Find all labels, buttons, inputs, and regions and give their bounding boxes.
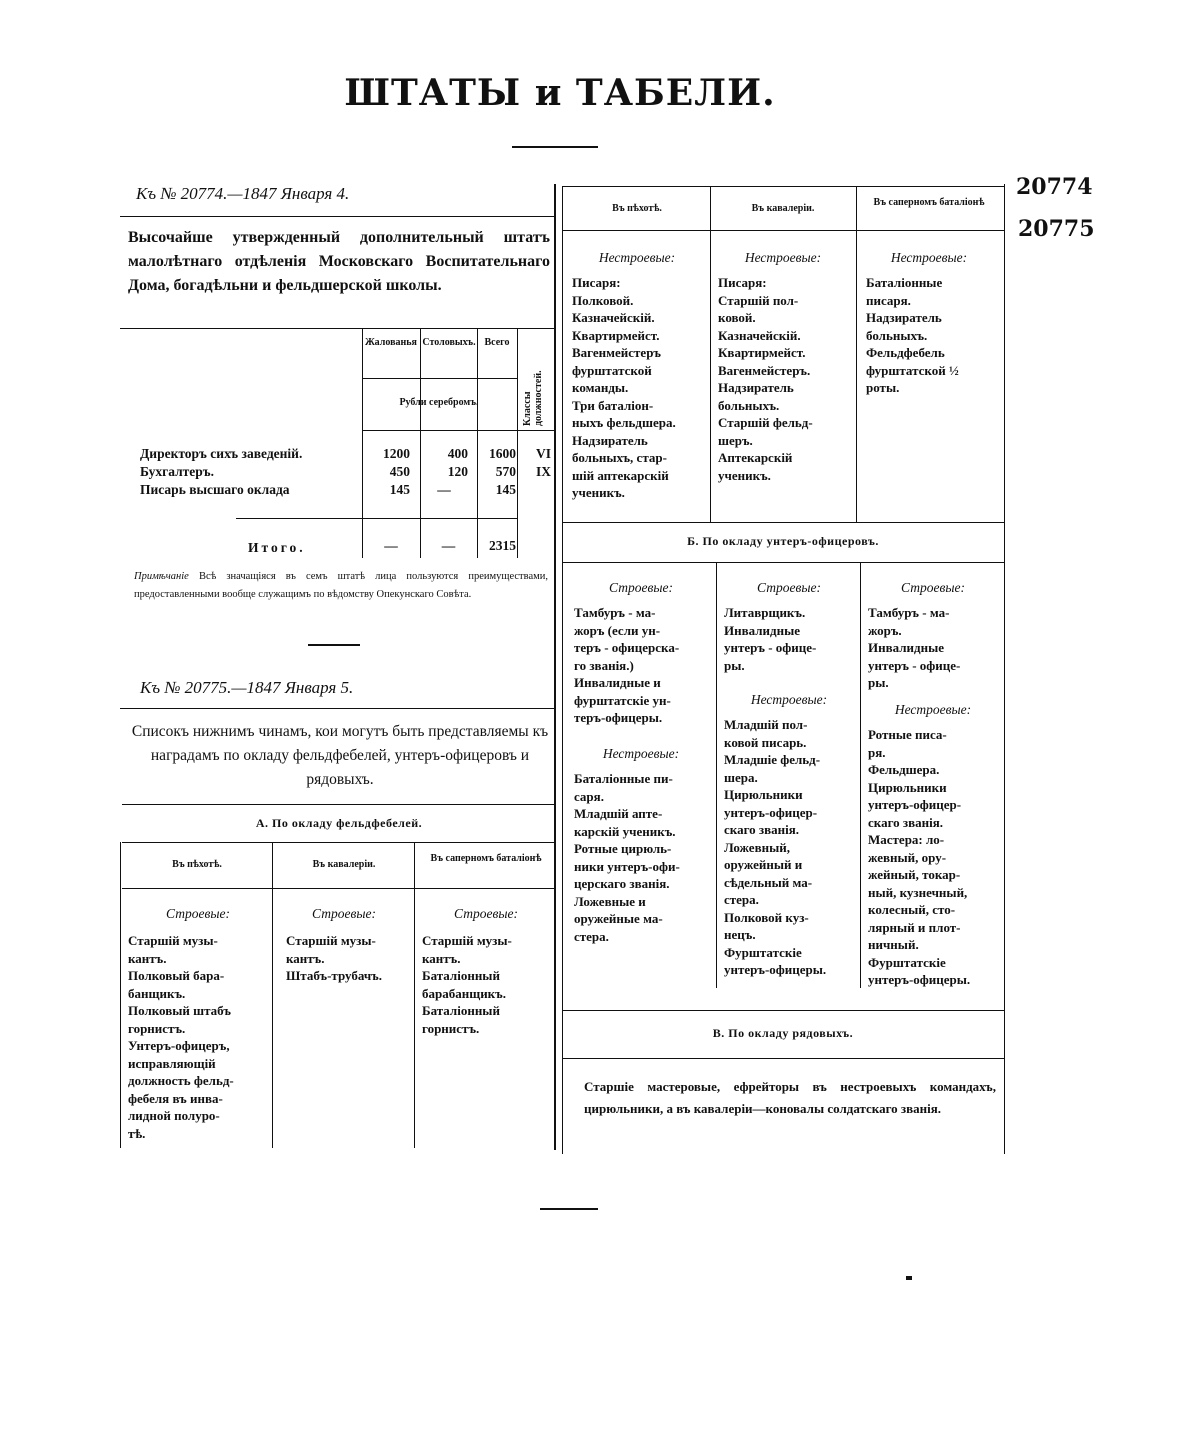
right-top-rule	[562, 186, 1004, 187]
list-line: ученикъ.	[718, 467, 771, 483]
list-line: Инвалидные и	[574, 675, 661, 690]
cat-noncombat: Нестроевые:	[894, 702, 972, 717]
list-line: Баталіонные пи-	[574, 771, 673, 786]
list-line: роты.	[866, 380, 900, 395]
list-line: Баталіонный	[422, 1003, 500, 1018]
b-noncombat-infantry	[574, 770, 712, 945]
row-salary: 450	[389, 464, 410, 479]
right-vline	[710, 186, 711, 522]
a-noncombat-sappers	[866, 274, 1000, 397]
right-border	[1004, 184, 1005, 1154]
list-line: барабанщикъ.	[422, 985, 507, 1001]
total-salary: —	[384, 538, 398, 553]
list-line: Младшій апте-	[574, 806, 663, 821]
list-line: шера.	[724, 769, 758, 785]
list-line: Казначейскій.	[572, 310, 655, 325]
list-line: ныхъ фельдшера.	[572, 415, 676, 430]
list-line: исправляющій	[128, 1055, 216, 1071]
list-line: нецъ.	[724, 927, 756, 942]
doc1-divider	[308, 644, 360, 646]
doc1-table-total-rule	[236, 518, 518, 519]
doc2-heading-rule	[122, 804, 556, 805]
list-line: кантъ.	[422, 950, 461, 966]
list-line: лярный и плот-	[868, 919, 961, 935]
list-line: Ротные цирюль-	[574, 841, 672, 856]
list-line: Унтеръ-офицеръ,	[128, 1038, 230, 1053]
row-total: 570	[495, 464, 516, 479]
b-combat-cavalry	[724, 604, 856, 674]
doc1-table-top-rule	[120, 328, 556, 329]
list-line: Тамбуръ - ма-	[868, 605, 950, 620]
cat-noncombat: Нестроевые:	[598, 250, 676, 265]
list-line: жевный, ору-	[868, 849, 947, 865]
right-header-rule	[562, 230, 1004, 231]
a-noncombat-cavalry	[718, 274, 852, 484]
list-line: Баталіонные	[866, 275, 943, 290]
list-line: Литаврщикъ.	[724, 605, 806, 620]
b-noncombat-sappers	[868, 726, 1002, 989]
list-line: Квартирмейст.	[718, 345, 806, 360]
section-b-top-rule	[562, 522, 1004, 523]
list-line: ры.	[724, 657, 745, 673]
doc1-heading: Высочайше утвержденный дополнительный штатъ малолѣтнаго отдѣленія Московскаго Воспитательнаго Дома, богадѣльни и фельдшерской школы.	[128, 229, 550, 294]
section-a-vline	[414, 842, 415, 1148]
cat-noncombat: Нестроевые:	[890, 250, 968, 265]
branch-infantry: Въ пѣхотѣ.	[612, 203, 662, 214]
branch-cavalry: Въ кавалеріи.	[312, 859, 376, 870]
a-noncombat-infantry	[572, 274, 706, 502]
list-line: горнистъ.	[128, 1020, 186, 1036]
list-line: Писаря:	[572, 275, 621, 290]
page-number-1: 20774	[1016, 174, 1093, 200]
row-salary: 145	[389, 482, 410, 497]
b-noncombat-cavalry	[724, 716, 856, 979]
a-combat-infantry	[128, 932, 270, 1142]
list-line: Младшіе фельд-	[724, 752, 821, 767]
list-line: Старшій фельд-	[718, 415, 813, 430]
list-line: фурштатской	[572, 362, 652, 378]
col-header-class: Классы должностей.	[522, 370, 544, 426]
list-line: Цирюльники	[868, 779, 947, 795]
section-a-header-rule	[122, 888, 556, 889]
list-line: Аптекарскій	[718, 450, 793, 465]
list-line: унтеръ-офицер-	[724, 804, 818, 820]
doc1-table-header-rule	[362, 430, 556, 431]
row-class: IX	[535, 464, 551, 479]
row-label: Директоръ сихъ заведеній.	[140, 446, 303, 461]
list-line: унтеръ-офицер-	[868, 797, 962, 812]
row-total: 145	[495, 482, 516, 497]
cat-combat: Строевые:	[609, 580, 673, 595]
col-header-salary: Жалованья	[365, 337, 417, 348]
list-line: Ложевные и	[574, 893, 646, 909]
right-left-border	[562, 186, 563, 1154]
list-line: Мастера: ло-	[868, 832, 945, 847]
list-line: стера.	[574, 928, 609, 944]
note-label: Примѣчаніе	[134, 571, 189, 582]
list-line: Старшій музы-	[286, 933, 376, 948]
unit-header: Рубли серебромъ.	[399, 397, 479, 408]
list-line: теръ - офицерска-	[574, 640, 680, 655]
list-line: Вагенмейстеръ.	[718, 362, 811, 378]
a-combat-sappers	[422, 932, 554, 1037]
list-line: ники унтеръ-офи-	[574, 858, 680, 874]
list-line: Три баталіон-	[572, 397, 654, 413]
cat-noncombat: Нестроевые:	[750, 692, 828, 707]
list-line: Полковый бара-	[128, 968, 225, 983]
doc1-table-vline	[477, 328, 478, 558]
list-line: унтеръ - офице-	[868, 657, 961, 673]
page-number-2: 20775	[1018, 216, 1095, 242]
list-line: Инвалидные	[724, 622, 801, 638]
doc2-reference: Къ № 20775.—1847 Января 5.	[140, 678, 354, 697]
list-line: карскій ученикъ.	[574, 823, 676, 839]
doc1-table-vline	[420, 328, 421, 558]
list-line: Штабъ-трубачъ.	[286, 968, 382, 983]
list-line: Писаря:	[718, 275, 767, 290]
row-table-money: 400	[447, 446, 468, 461]
list-line: Полковой.	[572, 292, 634, 308]
list-line: ры.	[868, 675, 889, 690]
list-line: саря.	[574, 788, 604, 804]
list-line: горнистъ.	[422, 1020, 480, 1036]
list-line: жейный, токар-	[868, 867, 961, 882]
list-line: ря.	[868, 744, 886, 760]
right-vline	[856, 186, 857, 522]
row-label: Писарь высшаго оклада	[140, 482, 290, 497]
list-line: Младшій пол-	[724, 717, 808, 732]
cat-combat: Строевые:	[454, 906, 518, 921]
list-line: Фельдшера.	[868, 762, 940, 777]
list-line: унтеръ-офицеры.	[724, 962, 827, 977]
section-a-title: А. По окладу фельдфебелей.	[255, 816, 423, 830]
section-c-text: Старшіе мастеровые, ефрейторы въ нестроевыхъ командахъ, цирюльники, а въ кавалеріи—коновалы солдатскаго званія.	[584, 1079, 996, 1116]
ink-mark	[906, 1276, 912, 1280]
list-line: унтеръ - офице-	[724, 640, 817, 655]
doc1-note	[134, 568, 548, 604]
doc1-table-vline	[517, 328, 518, 558]
list-line: тѣ.	[128, 1125, 146, 1141]
column-divider	[554, 184, 556, 1150]
branch-cavalry: Въ кавалеріи.	[751, 203, 815, 214]
list-line: больныхъ, стар-	[572, 450, 667, 465]
list-line: должность фельд-	[128, 1073, 234, 1088]
branch-sappers: Въ саперномъ баталіонѣ	[430, 853, 542, 864]
doc1-table-header-rule	[362, 378, 517, 379]
list-line: больныхъ.	[866, 327, 928, 343]
list-line: сѣдельный ма-	[724, 874, 813, 890]
page-title: ШТАТЫ и ТАБЕЛИ.	[344, 72, 776, 114]
list-line: Полковый штабъ	[128, 1003, 231, 1018]
cat-combat: Строевые:	[901, 580, 965, 595]
row-class: VI	[535, 446, 551, 461]
row-total: 1600	[489, 446, 516, 461]
list-line: фурштатскіе ун-	[574, 692, 671, 708]
cat-combat: Строевые:	[312, 906, 376, 921]
list-line: теръ-офицеры.	[574, 710, 663, 725]
doc2-top-rule	[120, 708, 556, 709]
list-line: Старшій пол-	[718, 292, 799, 308]
list-line: Вагенмейстеръ	[572, 345, 662, 360]
row-table-money: 120	[447, 464, 468, 479]
list-line: ковой.	[718, 310, 756, 325]
list-line: писаря.	[866, 292, 911, 308]
list-line: Цирюльники	[724, 787, 803, 802]
list-line: Надзиратель	[866, 310, 942, 325]
total-table-money: —	[441, 538, 456, 553]
total-total: 2315	[489, 538, 516, 553]
list-line: Полковой куз-	[724, 909, 809, 925]
section-a-vline	[272, 842, 273, 1148]
list-line: фурштатской ½	[866, 362, 959, 378]
col-header-table-money: Столовыхъ.	[422, 337, 476, 348]
doc1-top-rule	[120, 216, 556, 217]
list-line: Баталіонный	[422, 968, 500, 983]
list-line: стера.	[724, 892, 759, 907]
list-line: Казначейскій.	[718, 327, 801, 343]
doc1-reference: Къ № 20774.—1847 Января 4.	[136, 184, 350, 203]
a-combat-cavalry	[286, 932, 412, 985]
row-salary: 1200	[383, 446, 410, 461]
section-c-rule	[562, 1058, 1004, 1059]
list-line: Инвалидные	[868, 640, 945, 655]
list-line: колесный, сто-	[868, 902, 956, 917]
cat-noncombat: Нестроевые:	[602, 746, 680, 761]
row-table-money: —	[437, 482, 451, 497]
list-line: Фурштатскіе	[868, 954, 946, 970]
list-line: команды.	[572, 380, 629, 395]
list-line: Квартирмейст.	[572, 327, 660, 343]
b-combat-infantry	[574, 604, 712, 727]
note-text: Всѣ значащіяся въ семъ штатѣ лица пользуются преимуществами, предоставленными вообще служащимъ по вѣдомству Опекунскаго Совѣта.	[134, 571, 548, 600]
section-b-vline	[860, 562, 861, 988]
list-line: ученикъ.	[572, 485, 625, 500]
col-header-total: Всего	[484, 337, 510, 348]
list-line: Ротные писа-	[868, 727, 947, 742]
list-line: ный, кузнечный,	[868, 884, 968, 900]
list-line: Старшій музы-	[422, 933, 512, 948]
row-label: Бухгалтеръ.	[140, 464, 215, 479]
section-b-rule	[562, 562, 1004, 563]
list-line: фебеля въ инва-	[128, 1090, 223, 1106]
list-line: Надзиратель	[718, 380, 794, 395]
total-label: Итого.	[248, 540, 306, 555]
cat-noncombat: Нестроевые:	[744, 250, 822, 265]
section-a-vline	[120, 842, 121, 1148]
list-line: го званія.)	[574, 657, 634, 673]
list-line: жоръ.	[868, 622, 902, 638]
list-line: жоръ (если ун-	[574, 622, 661, 638]
list-line: лидной полуро-	[128, 1108, 220, 1123]
list-line: Ложевный,	[724, 839, 790, 855]
b-combat-sappers	[868, 604, 1002, 692]
list-line: ничный.	[868, 937, 919, 952]
list-line: ковой писарь.	[724, 734, 807, 750]
list-line: скаго званія.	[724, 822, 800, 837]
section-b-title: Б. По окладу унтеръ-офицеровъ.	[687, 534, 879, 548]
section-a-rule	[122, 842, 556, 843]
list-line: скаго званія.	[868, 814, 944, 830]
list-line: Фельдфебель	[866, 345, 945, 360]
list-line: Старшій музы-	[128, 933, 218, 948]
list-line: больныхъ.	[718, 397, 780, 413]
branch-infantry: Въ пѣхотѣ.	[172, 859, 222, 870]
list-line: шій аптекарскій	[572, 467, 669, 483]
list-line: церскаго званія.	[574, 876, 670, 891]
list-line: кантъ.	[286, 950, 325, 966]
title-divider	[512, 146, 598, 148]
list-line: оружейные ма-	[574, 911, 663, 926]
list-line: шеръ.	[718, 432, 753, 448]
section-b-vline	[716, 562, 717, 988]
doc2-heading: Списокъ нижнимъ чинамъ, кои могутъ быть представляемы къ наградамъ по окладу фельдфебелей, унтеръ-офицеровъ и рядовыхъ.	[131, 723, 549, 788]
list-line: Надзиратель	[572, 432, 648, 448]
section-c-top-rule	[562, 1010, 1004, 1011]
cat-combat: Строевые:	[757, 580, 821, 595]
bottom-divider	[540, 1208, 598, 1210]
list-line: банщикъ.	[128, 985, 186, 1001]
cat-combat: Строевые:	[166, 906, 230, 921]
list-line: Тамбуръ - ма-	[574, 605, 656, 620]
list-line: Фурштатскіе	[724, 944, 802, 960]
branch-sappers: Въ саперномъ баталіонѣ	[873, 197, 985, 208]
list-line: кантъ.	[128, 950, 167, 966]
list-line: оружейный и	[724, 857, 803, 872]
list-line: унтеръ-офицеры.	[868, 972, 971, 987]
section-c-title: В. По окладу рядовыхъ.	[712, 1026, 854, 1040]
